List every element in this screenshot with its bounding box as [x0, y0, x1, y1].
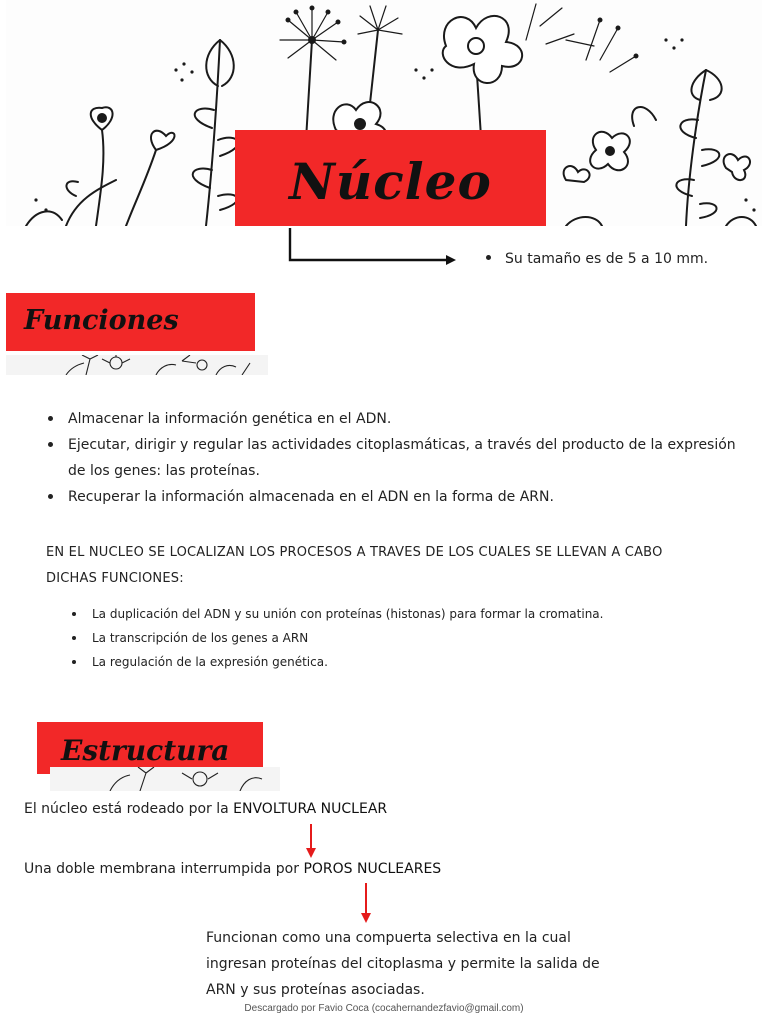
list-item: La regulación de la expresión genética. [68, 650, 748, 674]
envoltura-highlight: ENVOLTURA NUCLEAR [233, 801, 388, 817]
red-arrow-icon [304, 824, 318, 860]
bullet-dot [486, 255, 491, 260]
list-item: Recuperar la información almacenada en el ADN en la forma de ARN. [44, 484, 744, 510]
list-item: La transcripción de los genes a ARN [68, 626, 748, 650]
poros-highlight: POROS NUCLEARES [303, 861, 442, 877]
processes-list [68, 602, 748, 674]
estructura-heading: Estructura [61, 734, 230, 767]
poros-description: Funcionan como una compuerta selectiva en la cual ingresan proteínas del citoplasma y permite la salida de ARN y sus proteínas asociadas. [206, 930, 600, 998]
list-item: Almacenar la información genética en el ADN. [44, 406, 744, 432]
floral-strip [6, 355, 268, 375]
envoltura-line [24, 801, 387, 817]
size-note-text: Su tamaño es de 5 a 10 mm. [505, 251, 709, 267]
connector-arrow-icon [282, 226, 462, 270]
floral-strip-illustration [50, 767, 280, 791]
floral-strip-illustration [6, 355, 268, 375]
processes-intro: EN EL NUCLEO SE LOCALIZAN LOS PROCESOS A TRAVES DE LOS CUALES SE LLEVAN A CABO DICHAS FUNCIONES: [46, 545, 663, 586]
red-arrow-icon [359, 883, 373, 925]
envoltura-prefix: El núcleo está rodeado por la [24, 801, 234, 817]
size-note [486, 251, 708, 267]
list-item: Ejecutar, dirigir y regular las actividades citoplasmáticas, a través del producto de la expresión de los genes: las proteínas. [44, 432, 744, 484]
poros-prefix: Una doble membrana interrumpida por [24, 861, 304, 877]
funciones-heading: Funciones [24, 305, 179, 336]
list-item: La duplicación del ADN y su unión con proteínas (histonas) para formar la cromatina. [68, 602, 748, 626]
title-box [235, 130, 546, 226]
download-footer: Descargado por Favio Coca (cocahernandezfavio@gmail.com) [244, 1003, 524, 1014]
funciones-list [44, 406, 744, 510]
poros-line [24, 861, 441, 877]
floral-strip [50, 767, 280, 791]
page-title: Núcleo [289, 151, 492, 211]
funciones-heading-box [6, 293, 255, 351]
